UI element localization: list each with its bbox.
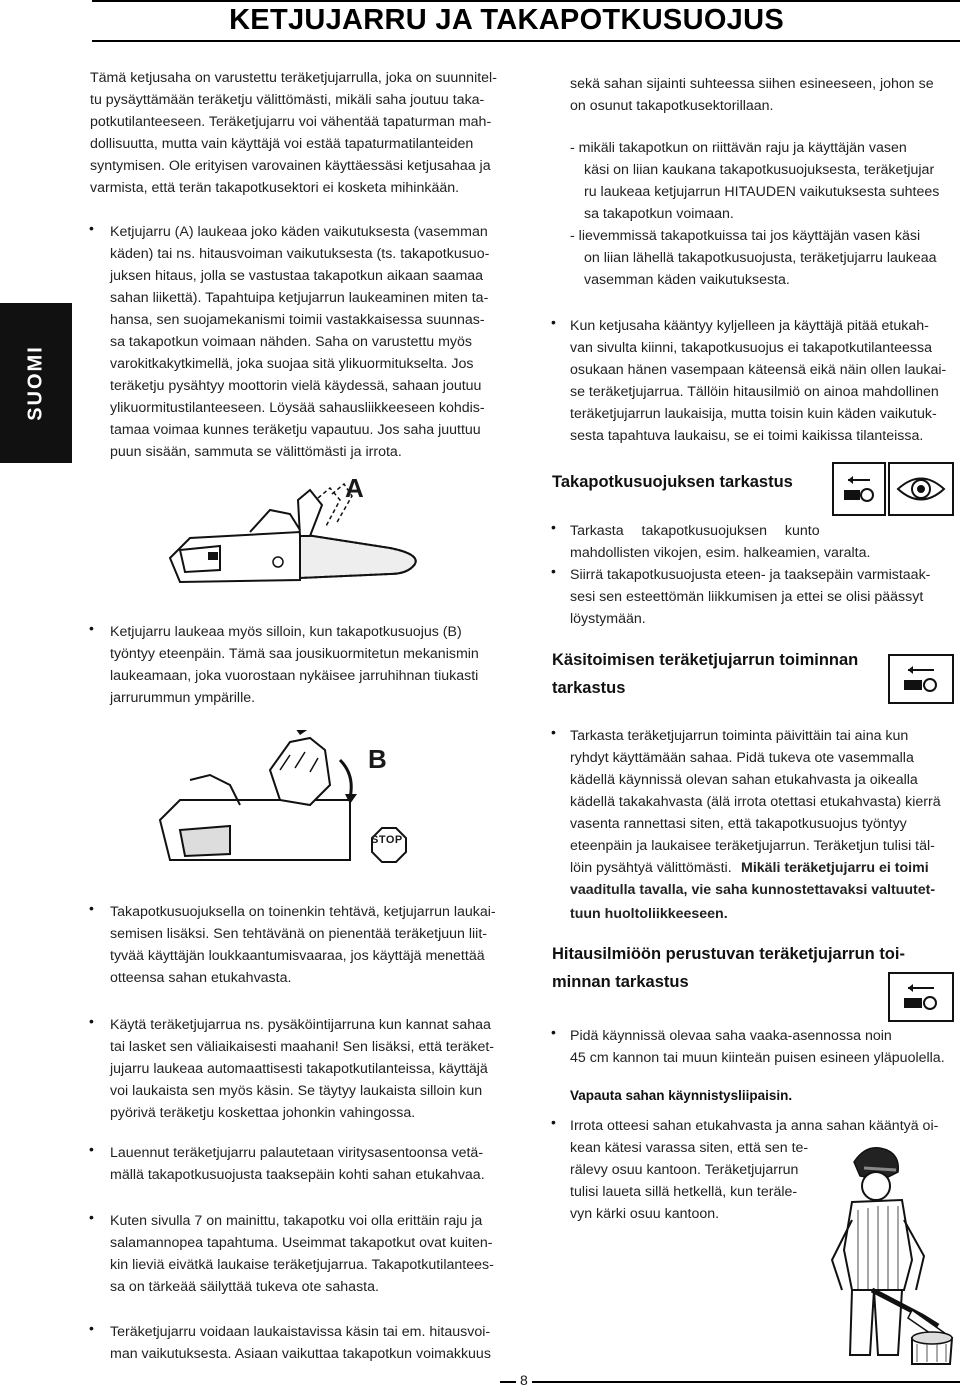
text-line: sekä sahan sijainti suhteessa siihen esineeseen, johon se	[570, 76, 934, 92]
text-line: dollisuutta, mutta vain käyttäjä voi estää tapaturmatilanteiden	[90, 136, 474, 152]
operator-stump-illustration	[812, 1140, 960, 1365]
text-line: sahan liikettä). Tapahtuipa ketjujarrun laukeaminen miten ta-	[110, 290, 489, 306]
bullet-dot: •	[551, 724, 556, 740]
text-line: vasenta rannettasi siten, että takapotkusuojus työntyy	[570, 816, 907, 832]
text-line: Teräketjujarru voidaan laukaistavissa käsin tai em. hitausvoi-	[110, 1324, 491, 1340]
text-line: sesi sen esteettömän liikkumisen ja ettei se olisi päässyt	[570, 589, 924, 605]
section-heading-manual-brake: Käsitoimisen teräketjujarrun toiminnan	[552, 651, 859, 669]
text-line: löin pysähtyä välittömästi.	[570, 860, 732, 876]
text-line: se teräketjujarrua. Tällöin hitausilmiö on ainoa mahdollinen	[570, 384, 939, 400]
bullet-dot: •	[551, 1114, 556, 1130]
chainsaw-figure-a	[150, 470, 430, 605]
language-tab	[0, 303, 72, 463]
text-line: sa takapotkun voimaan.	[584, 206, 734, 222]
text-line: hansa, sen suojamekanismi toimii vastakkaisessa suunnas-	[110, 312, 485, 328]
figure-a-label: A	[345, 473, 364, 503]
stop-sign-label: STOP	[371, 834, 403, 846]
chain-brake-icon	[888, 654, 954, 704]
header-rule-bottom	[92, 40, 960, 42]
text-line: eteenpäin ja laukaisee teräketjujarrun. Teräketjun tulisi täl-	[570, 838, 935, 854]
bullet-dot: •	[89, 900, 94, 916]
bullet-dot: •	[89, 620, 94, 636]
text-line: syntymisen. Ole erityisen varovainen käyttäessäsi ketjusahaa ja	[90, 158, 491, 174]
text-line: teräketjujarrun laukaisija, mutta toisin kuin käden vaikutuk-	[570, 406, 937, 422]
text-line: jarrurummun ympärille.	[110, 690, 256, 706]
text-line: Siirrä takapotkusuojusta eteen- ja taaksepäin varmistaak-	[570, 567, 931, 583]
section-heading-inertia-brake: Hitausilmiöön perustuvan teräketjujarrun toi-	[552, 945, 905, 963]
text-line: laukeamaan, joka vuorostaan nykäisee jarruhihnan tiukasti	[110, 668, 479, 684]
text-line: on osunut takapotkusektorillaan.	[570, 98, 774, 114]
figure-b-label: B	[368, 744, 387, 774]
text-line: Kuten sivulla 7 on mainittu, takapotku voi olla erittäin raju ja	[110, 1213, 483, 1229]
footer-rule	[500, 1381, 960, 1383]
text-line: kädellä takakahvasta (älä irrota otettasi etukahvasta) kierrä	[570, 794, 941, 810]
text-line: ryhdyt käyttämään sahaa. Pidä tukeva ote vasemmalla	[570, 750, 914, 766]
text-line: käsi on liian kaukana takapotkusuojuksesta, teräketjujar	[584, 162, 935, 178]
bullet-dot: •	[89, 1320, 94, 1336]
page-title: KETJUJARRU JA TAKAPOTKUSUOJUS	[229, 4, 784, 36]
text-line: van sivulta kiinni, takapotkusuojus ei takapotkutilanteessa	[570, 340, 932, 356]
bullet-dot: •	[89, 1141, 94, 1157]
text-line: 45 cm kannon tai muun kiinteän puisen esineen yläpuolella.	[570, 1050, 945, 1066]
language-tab-label: SUOMI	[24, 345, 47, 421]
chain-brake-icon	[888, 972, 954, 1022]
text-line: Lauennut teräketjujarru palautetaan viritysasentoonsa vetä-	[110, 1145, 484, 1161]
text-line: mällä takapotkusuojusta taaksepäin kohti sahan etukahvaa.	[110, 1167, 485, 1183]
text-line: Tämä ketjusaha on varustettu teräketjujarrulla, joka on suunnitel-	[90, 70, 497, 86]
section-heading-guard-check: Takapotkusuojuksen tarkastus	[552, 473, 793, 491]
text-line: Pidä käynnissä olevaa saha vaaka-asennossa noin	[570, 1028, 892, 1044]
text-line: - lievemmissä takapotkuissa tai jos käyttäjän vasen käsi	[570, 228, 921, 244]
text-line: kädellä käynnissä olevan sahan etukahvasta ja oikealla	[570, 772, 918, 788]
section-heading-inertia-brake-cont: minnan tarkastus	[552, 973, 689, 991]
text-line: kean kätesi varassa siten, että sen te-	[570, 1140, 809, 1156]
bullet-dot: •	[89, 1209, 94, 1225]
bullet-dot: •	[89, 1013, 94, 1029]
text-line: man vaikutuksesta. Asiaan vaikuttaa takapotkun voimakkuus	[110, 1346, 491, 1362]
text-line: osukaan hänen vasempaan käteensä eikä näin ollen laukai-	[570, 362, 947, 378]
text-line: mahdollisten vikojen, esim. halkeamien, varalta.	[570, 545, 871, 561]
bullet-dot: •	[551, 519, 556, 535]
text-line: semisen lisäksi. Sen tehtävänä on pienentää teräketjuun liit-	[110, 926, 487, 942]
text-line: ylikuormitustilanteeseen. Löysää sahausliikkeeseen kohdis-	[110, 400, 485, 416]
text-line: Käytä teräketjujarrua ns. pysäköintijarruna kun kannat sahaa	[110, 1017, 491, 1033]
text-line: Kun ketjusaha kääntyy kyljelleen ja käyttäjä pitää etukah-	[570, 318, 929, 334]
text-line: kin lieviä eivätkä laukaise teräketjujarrua. Takapotkutilantees-	[110, 1257, 494, 1273]
chainsaw-illustration	[150, 470, 430, 600]
text-line: työntyy eteenpäin. Tämä saa jousikuormitetun mekanismin	[110, 646, 479, 662]
text-line: Takapotkusuojuksella on toinenkin tehtävä, ketjujarrun laukai-	[110, 904, 496, 920]
text-line: vasemman käden vaikutuksesta.	[584, 272, 790, 288]
text-line: voi laukaista sen myös käsin. Se täytyy laukaista silloin kun	[110, 1083, 483, 1099]
text-line: on liian lähellä takapotkusuojusta, teräketjujarru laukeaa	[584, 250, 937, 266]
text-line-bold: vaaditulla tavalla, vie saha kunnostettavaksi valtuutet-	[570, 882, 936, 898]
operator-figure	[812, 1140, 960, 1370]
text-line: rälevy osuu kantoon. Teräketjujarrun	[570, 1162, 799, 1178]
text-line: tai lasket sen väliaikaisesti maahani! Sen lisäksi, että teräket-	[110, 1039, 495, 1055]
text-line: käden) tai ns. hitausvoiman vaikutuksesta (ts. takapotkusuo-	[110, 246, 490, 262]
bullet-dot: •	[551, 314, 556, 330]
eye-inspection-icon	[888, 462, 954, 516]
chainsaw-figure-b	[150, 730, 420, 875]
text-line: salamannopea tapahtuma. Useimmat takapotkut ovat kuiten-	[110, 1235, 493, 1251]
text-line: sa takapotkun voimaan nähden. Saha on varustettu myös	[110, 334, 473, 350]
text-line: pyörivä teräketju koskettaa johonkin vahingossa.	[110, 1105, 416, 1121]
text-line: ru laukeaa ketjujarrun HITAUDEN vaikutuksesta suhtees	[584, 184, 940, 200]
text-line: juksen hitaus, jolla se vastustaa takapotkun aikaan saamaa	[110, 268, 484, 284]
text-line: Ketjujarru laukeaa myös silloin, kun takapotkusuojus (B)	[110, 624, 462, 640]
text-line: tu pysäyttämään teräketju välittömästi, mikäli saha joutuu taka-	[90, 92, 485, 108]
page-number: 8	[516, 1372, 532, 1388]
text-line: tulisi laueta sillä hetkellä, kun terälе-	[570, 1184, 798, 1200]
text-line: sa on tärkeää säilyttää tukeva ote sahasta.	[110, 1279, 379, 1295]
text-line: tyvää käyttäjän loukkaantumisvaaraa, jos käyttäjä menettää	[110, 948, 485, 964]
chain-brake-icon	[832, 462, 886, 516]
text-line: vyn kärki osuu kantoon.	[570, 1206, 720, 1222]
text-line: löystymään.	[570, 611, 646, 627]
text-line: tamaa voimaa kunnes teräketju vapautuu. Jos saha juuttuu	[110, 422, 481, 438]
text-line: teräketju pysähtyy moottorin vielä käydessä, sahaan joutuu	[110, 378, 482, 394]
header-rule	[92, 0, 960, 2]
text-line: potkutilanteeseen. Teräketjujarru voi vähentää tapaturman mah-	[90, 114, 492, 130]
text-line: varokitkakytkimellä, joka suojaa sitä ylikuormitukselta. Jos	[110, 356, 474, 372]
bullet-dot: •	[89, 220, 94, 236]
release-trigger-note: Vapauta sahan käynnistysliipaisin.	[570, 1088, 793, 1103]
text-line: Tarkasta takapotkusuojuksen kunto	[570, 523, 820, 539]
text-line: jujarru laukeaa automaattisesti takapotkutilanteissa, käyttäjä	[110, 1061, 488, 1077]
text-line: sesta tapahtuva laukaisu, se ei toimi kaikissa tilanteissa.	[570, 428, 924, 444]
text-line: otteensa sahan etukahvasta.	[110, 970, 292, 986]
text-line: Ketjujarru (A) laukeaa joko käden vaikutuksesta (vasemman	[110, 224, 488, 240]
text-line: - mikäli takapotkun on riittävän raju ja käyttäjän vasen	[570, 140, 907, 156]
bullet-dot: •	[551, 563, 556, 579]
text-line: Tarkasta teräketjujarrun toiminta päivittäin tai aina kun	[570, 728, 909, 744]
text-line-bold: Mikäli teräketjujarru ei toimi	[741, 860, 929, 876]
bullet-dot: •	[551, 1024, 556, 1040]
text-line: Irrota otteesi sahan etukahvasta ja anna sahan kääntyä oi-	[570, 1118, 939, 1134]
section-heading-manual-brake-cont: tarkastus	[552, 679, 626, 697]
text-line-bold: tuun huoltoliikkeeseen.	[570, 906, 728, 922]
text-line: varmista, että terän takapotkusektori ei kosketa mihinkään.	[90, 180, 460, 196]
text-line: puun sisään, sammuta se välittömästi ja irrota.	[110, 444, 402, 460]
